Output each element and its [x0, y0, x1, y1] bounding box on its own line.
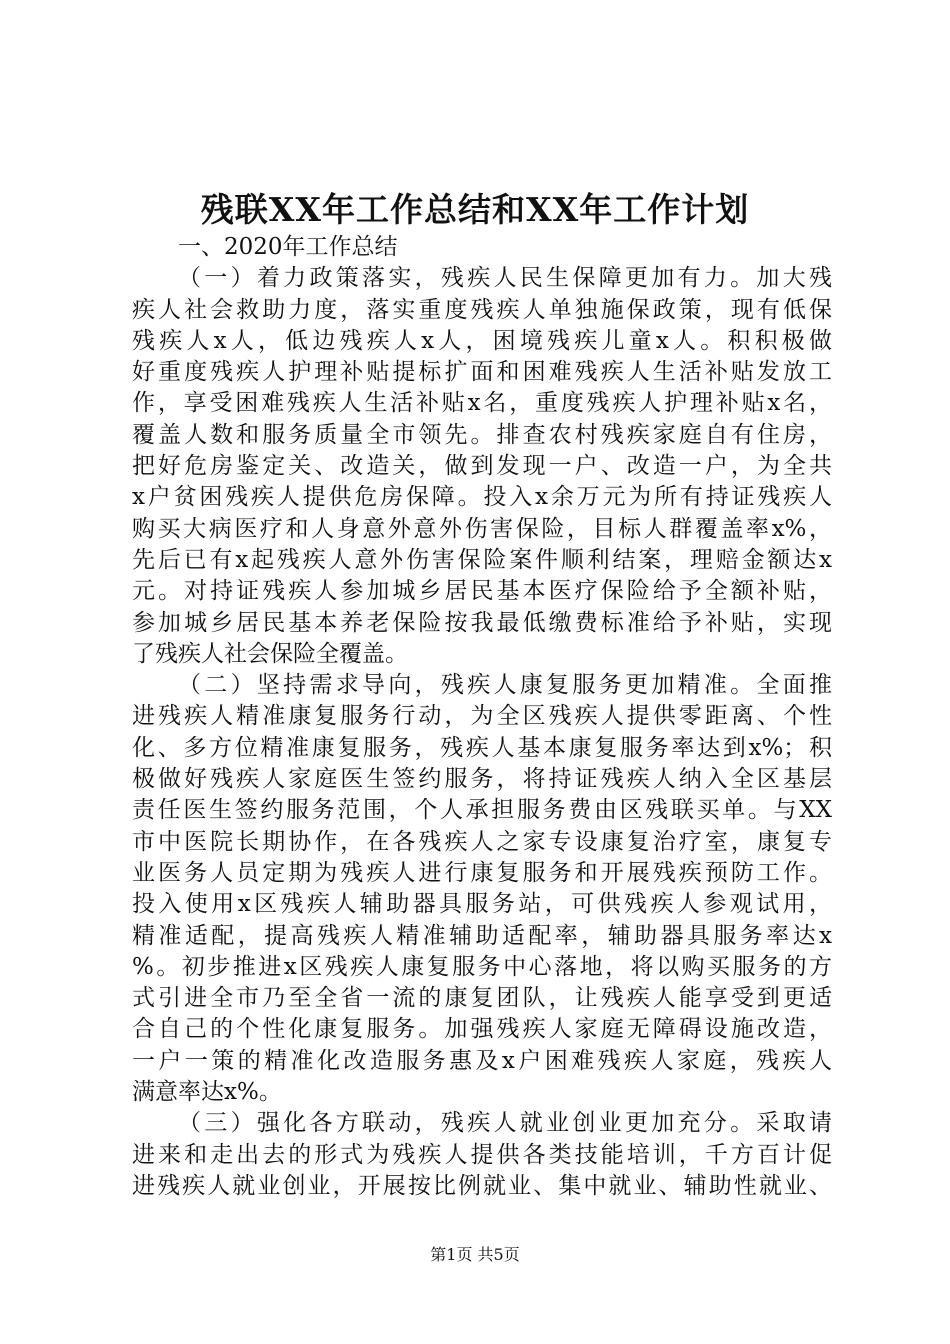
paragraph-line: 好重度残疾人护理补贴提标扩面和困难残疾人生活补贴发放工: [132, 359, 832, 386]
paragraph-line: 精准适配，提高残疾人精准辅助适配率，辅助器具服务率达x: [132, 922, 832, 949]
page-footer: 第1页 共5页: [430, 1245, 520, 1264]
paragraph-line: 把好危房鉴定关、改造关，做到发现一户、改造一户，为全共: [132, 453, 832, 480]
paragraph-line: 责任医生签约服务范围，个人承担服务费由区残联买单。与XX: [132, 797, 832, 824]
section-heading: 一、2020年工作总结: [178, 234, 398, 260]
paragraph-line: 覆盖人数和服务质量全市领先。排查农村残疾家庭自有住房，: [132, 421, 832, 448]
paragraph-line: （一）着力政策落实，残疾人民生保障更加有力。加大残: [178, 265, 832, 292]
paragraph-line: %。初步推进x区残疾人康复服务中心落地，将以购买服务的方: [132, 953, 832, 980]
paragraph-line: 一户一策的精准化改造服务惠及x户困难残疾人家庭，残疾人: [132, 1047, 832, 1074]
paragraph-line: x户贫困残疾人提供危房保障。投入x余万元为所有持证残疾人: [132, 484, 832, 511]
paragraph-line: 参加城乡居民基本养老保险按我最低缴费标准给予补贴，实现: [132, 609, 832, 636]
paragraph-line: 合自己的个性化康复服务。加强残疾人家庭无障碍设施改造，: [132, 1016, 832, 1043]
paragraph-line: 了残疾人社会保险全覆盖。: [132, 640, 408, 667]
paragraph-line: 极做好残疾人家庭医生签约服务，将持证残疾人纳入全区基层: [132, 766, 832, 793]
paragraph-line: 市中医院长期协作，在各残疾人之家专设康复治疗室，康复专: [132, 828, 832, 855]
paragraph-line: 业医务人员定期为残疾人进行康复服务和开展残疾预防工作。: [132, 859, 832, 886]
paragraph-line: 购买大病医疗和人身意外意外伤害保险，目标人群覆盖率x%，: [132, 515, 832, 542]
paragraph-line: 式引进全市乃至全省一流的康复团队，让残疾人能享受到更适: [132, 985, 832, 1012]
paragraph-line: 元。对持证残疾人参加城乡居民基本医疗保险给予全额补贴，: [132, 578, 832, 605]
paragraph-line: 投入使用x区残疾人辅助器具服务站，可供残疾人参观试用，: [132, 891, 832, 918]
paragraph-line: 作，享受困难残疾人生活补贴x名，重度残疾人护理补贴x名，: [132, 390, 832, 417]
paragraph-line: 进残疾人就业创业，开展按比例就业、集中就业、辅助性就业、: [132, 1172, 832, 1199]
document-title: 残联XX年工作总结和XX年工作计划: [200, 190, 750, 229]
paragraph-line: 进残疾人精准康复服务行动，为全区残疾人提供零距离、个性: [132, 703, 832, 730]
paragraph-line: 满意率达x%。: [132, 1079, 282, 1106]
paragraph-line: 残疾人x人，低边残疾人x人，困境残疾儿童x人。积积极做: [132, 327, 832, 354]
document-body: [132, 232, 832, 1202]
paragraph-line: 进来和走出去的形式为残疾人提供各类技能培训，千方百计促: [132, 1141, 832, 1168]
paragraph-line: 先后已有x起残疾人意外伤害保险案件顺利结案，理赔金额达x: [132, 546, 832, 573]
paragraph-line: （二）坚持需求导向，残疾人康复服务更加精准。全面推: [178, 672, 832, 699]
paragraph-line: 疾人社会救助力度，落实重度残疾人单独施保政策，现有低保: [132, 296, 832, 323]
paragraph-line: 化、多方位精准康复服务，残疾人基本康复服务率达到x%；积: [132, 734, 832, 761]
paragraph-line: （三）强化各方联动，残疾人就业创业更加充分。采取请: [178, 1110, 832, 1137]
